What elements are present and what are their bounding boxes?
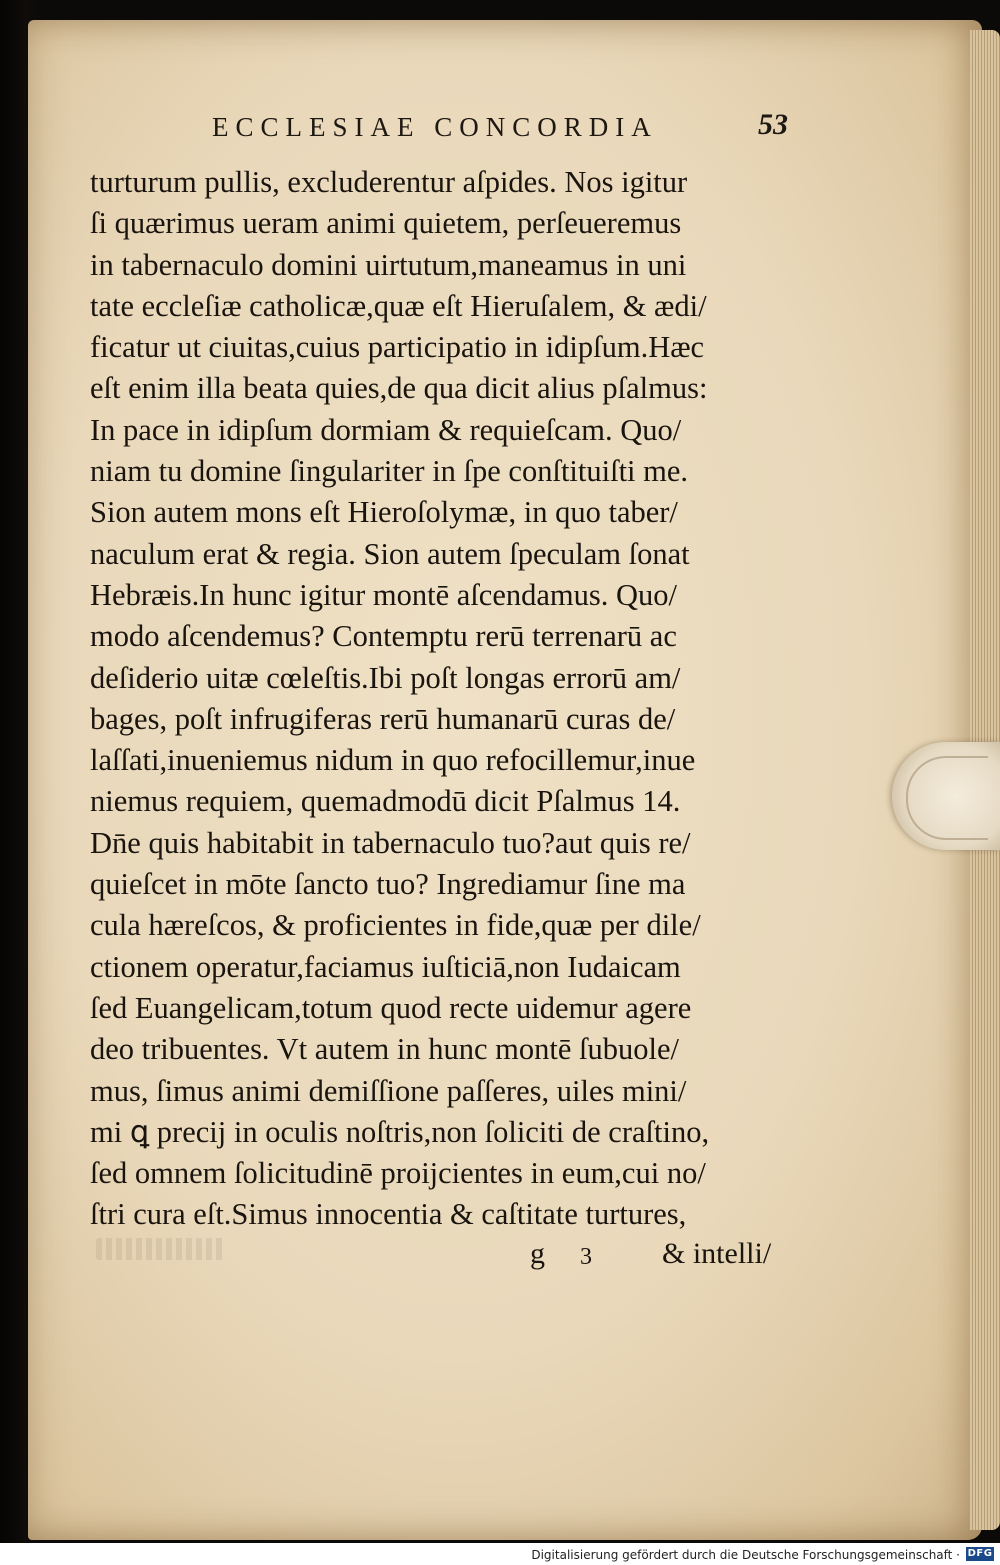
text-line: ſed omnem ſolicitudinē proijcientes in eum,cui no/ (90, 1156, 706, 1191)
page-clip (892, 742, 1000, 850)
running-head: ECCLESIAE CONCORDIA (212, 112, 658, 142)
text-line: mus, ſimus animi demiſſione paſſeres, uiles mini/ (90, 1073, 687, 1108)
text-line: ficatur ut ciuitas,cuius participatio in idipſum.Hæc (90, 330, 705, 365)
text-line: In pace in idipſum dormiam & requieſcam. Quo/ (90, 412, 682, 447)
text-line: laſſati,inueniemus nidum in quo refocillemur,inue (90, 743, 696, 778)
folio-number: 53 (758, 108, 788, 141)
text-line: bages, poſt infrugiferas rerū humanarū curas de/ (90, 701, 676, 736)
dfg-logo-icon: DFG (967, 1548, 993, 1559)
text-line: ſtri cura eſt.Simus innocentia & caſtitate turtures, (90, 1197, 687, 1232)
footer-credit: Digitalisierung gefördert durch die Deutsche Forschungsgemeinschaft · (531, 1548, 960, 1562)
text-line: turturum pullis, excluderentur aſpides. Nos igitur (90, 165, 688, 199)
text-line: niemus requiem, quemadmodū dicit Pſalmus 14. (90, 784, 681, 819)
text-line: ſed Euangelicam,totum quod recte uidemur agere (90, 990, 692, 1025)
text-line: quieſcet in mōte ſancto tuo? Ingrediamur ſine ma (90, 867, 686, 902)
text-line: tate eccleſiæ catholicæ,quæ eſt Hieruſalem, & ædi/ (90, 288, 707, 323)
text-block (90, 162, 820, 1236)
text-line: eſt enim illa beata quies,de qua dicit alius pſalmus: (90, 371, 708, 406)
signature-number: 3 (580, 1244, 592, 1270)
text-line: in tabernaculo domini uirtutum,maneamus in uni (90, 247, 687, 282)
text-line: Sion autem mons eſt Hieroſolymæ, in quo taber/ (90, 495, 678, 530)
text-line: modo aſcendemus? Contemptu rerū terrenarū ac (90, 619, 677, 654)
footer-bar (0, 1543, 1000, 1565)
text-line: Dn̄e quis habitabit in tabernaculo tuo?aut quis re/ (90, 825, 691, 860)
text-line: deſiderio uitæ cœleſtis.Ibi poſt longas errorū am/ (90, 660, 681, 695)
text-line: mi ꝗ precij in oculis noſtris,non ſoliciti de craſtino, (90, 1114, 710, 1149)
catchword: & intelli/ (662, 1237, 772, 1270)
text-line: Hebræis.In hunc igitur montē aſcendamus. Quo/ (90, 577, 678, 612)
text-line: deo tribuentes. Vt autem in hunc montē ſubuole/ (90, 1032, 679, 1067)
text-line: niam tu domine ſingulariter in ſpe conſtituiſti me. (90, 454, 689, 489)
signature-letter: g (530, 1237, 545, 1270)
text-line: ſi quærimus ueram animi quietem, perſeueremus (90, 206, 682, 241)
faint-stamp-mark (96, 1238, 226, 1260)
text-line: cula hæreſcos, & proficientes in fide,quæ per dile/ (90, 908, 701, 943)
text-line: ctionem operatur,faciamus iuſticiā,non Iudaicam (90, 949, 681, 984)
text-line: naculum erat & regia. Sion autem ſpeculam ſonat (90, 536, 690, 571)
